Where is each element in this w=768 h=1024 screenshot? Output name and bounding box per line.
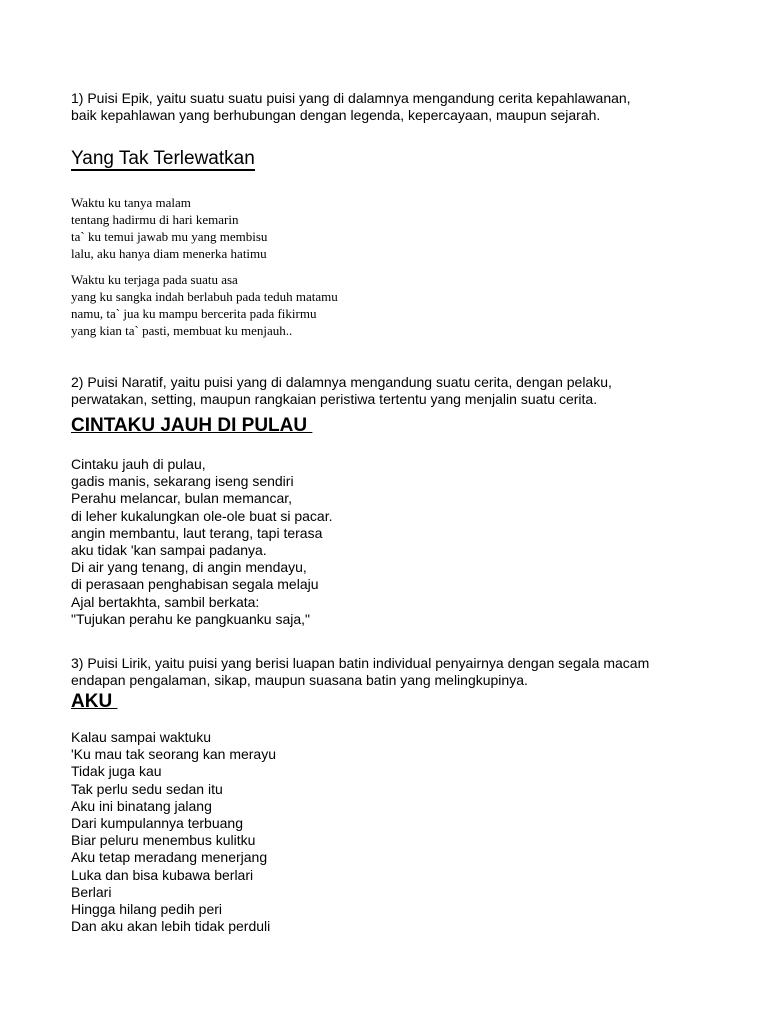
- poem-1-stanza-1: [71, 194, 671, 262]
- intro-line: 3) Puisi Lirik, yaitu puisi yang berisi luapan batin individual penyairnya dengan segala macam: [71, 655, 650, 671]
- poem-title-1: Yang Tak Terlewatkan: [71, 148, 255, 169]
- poem-line: Waktu ku terjaga pada suatu asa: [71, 272, 238, 287]
- poem-line: yang ku sangka indah berlabuh pada teduh matamu: [71, 289, 338, 304]
- poem-line: di perasaan penghabisan segala melaju: [71, 576, 319, 593]
- poem-line: namu, ta` jua ku mampu bercerita pada fikirmu: [71, 306, 317, 321]
- poem-line: lalu, aku hanya diam menerka hatimu: [71, 246, 267, 261]
- poem-title-3: AKU: [71, 691, 118, 712]
- poem-line: ta` ku temui jawab mu yang membisu: [71, 229, 268, 244]
- poem-line: Berlari: [71, 883, 112, 900]
- poem-line: yang kian ta` pasti, membuat ku menjauh..: [71, 323, 293, 338]
- poem-3-body: [71, 729, 671, 935]
- poem-line: Aku tetap meradang menerjang: [71, 849, 268, 866]
- intro-line: 1) Puisi Epik, yaitu suatu suatu puisi yang di dalamnya mengandung cerita kepahlawanan,: [71, 90, 631, 106]
- poem-line: Waktu ku tanya malam: [71, 195, 191, 210]
- poem-line: Tidak juga kau: [71, 763, 162, 780]
- poem-line: Ajal bertakhta, sambil berkata:: [71, 593, 260, 610]
- intro-line: perwatakan, setting, maupun rangkaian peristiwa tertentu yang menjalin suatu cerita.: [71, 391, 598, 407]
- poem-line: Cintaku jauh di pulau,: [71, 456, 206, 472]
- intro-line: endapan pengalaman, sikap, maupun suasana batin yang melingkupinya.: [71, 672, 528, 688]
- section-3-intro: [71, 655, 731, 689]
- poem-line: Di air yang tenang, di angin mendayu,: [71, 559, 307, 576]
- section-2-intro: [71, 374, 731, 408]
- poem-line: di leher kukalungkan ole-ole buat si pacar.: [71, 507, 333, 524]
- section-1-intro: [71, 90, 731, 124]
- poem-line: Aku ini binatang jalang: [71, 797, 212, 814]
- poem-line: "Tujukan perahu ke pangkuanku saja,": [71, 610, 311, 627]
- poem-line: tentang hadirmu di hari kemarin: [71, 212, 239, 227]
- poem-1-stanza-2: [71, 271, 671, 339]
- poem-line: Tak perlu sedu sedan itu: [71, 780, 223, 797]
- poem-line: Biar peluru menembus kulitku: [71, 832, 256, 849]
- poem-line: Dari kumpulannya terbuang: [71, 815, 243, 832]
- intro-line: baik kepahlawan yang berhubungan dengan legenda, kepercayaan, maupun sejarah.: [71, 107, 601, 123]
- poem-line: Perahu melancar, bulan memancar,: [71, 490, 293, 507]
- poem-line: angin membantu, laut terang, tapi terasa: [71, 524, 323, 541]
- intro-line: 2) Puisi Naratif, yaitu puisi yang di dalamnya mengandung suatu cerita, dengan pelaku,: [71, 374, 612, 390]
- poem-line: Dan aku akan lebih tidak perduli: [71, 918, 271, 935]
- poem-line: aku tidak 'kan sampai padanya.: [71, 542, 267, 559]
- poem-line: Kalau sampai waktuku: [71, 729, 212, 745]
- poem-title-2: CINTAKU JAUH DI PULAU: [71, 415, 313, 436]
- poem-line: gadis manis, sekarang iseng sendiri: [71, 473, 294, 490]
- poem-line: Luka dan bisa kubawa berlari: [71, 866, 254, 883]
- poem-line: 'Ku mau tak seorang kan merayu: [71, 746, 277, 763]
- poem-2-body: [71, 456, 671, 628]
- poem-line: Hingga hilang pedih peri: [71, 901, 222, 918]
